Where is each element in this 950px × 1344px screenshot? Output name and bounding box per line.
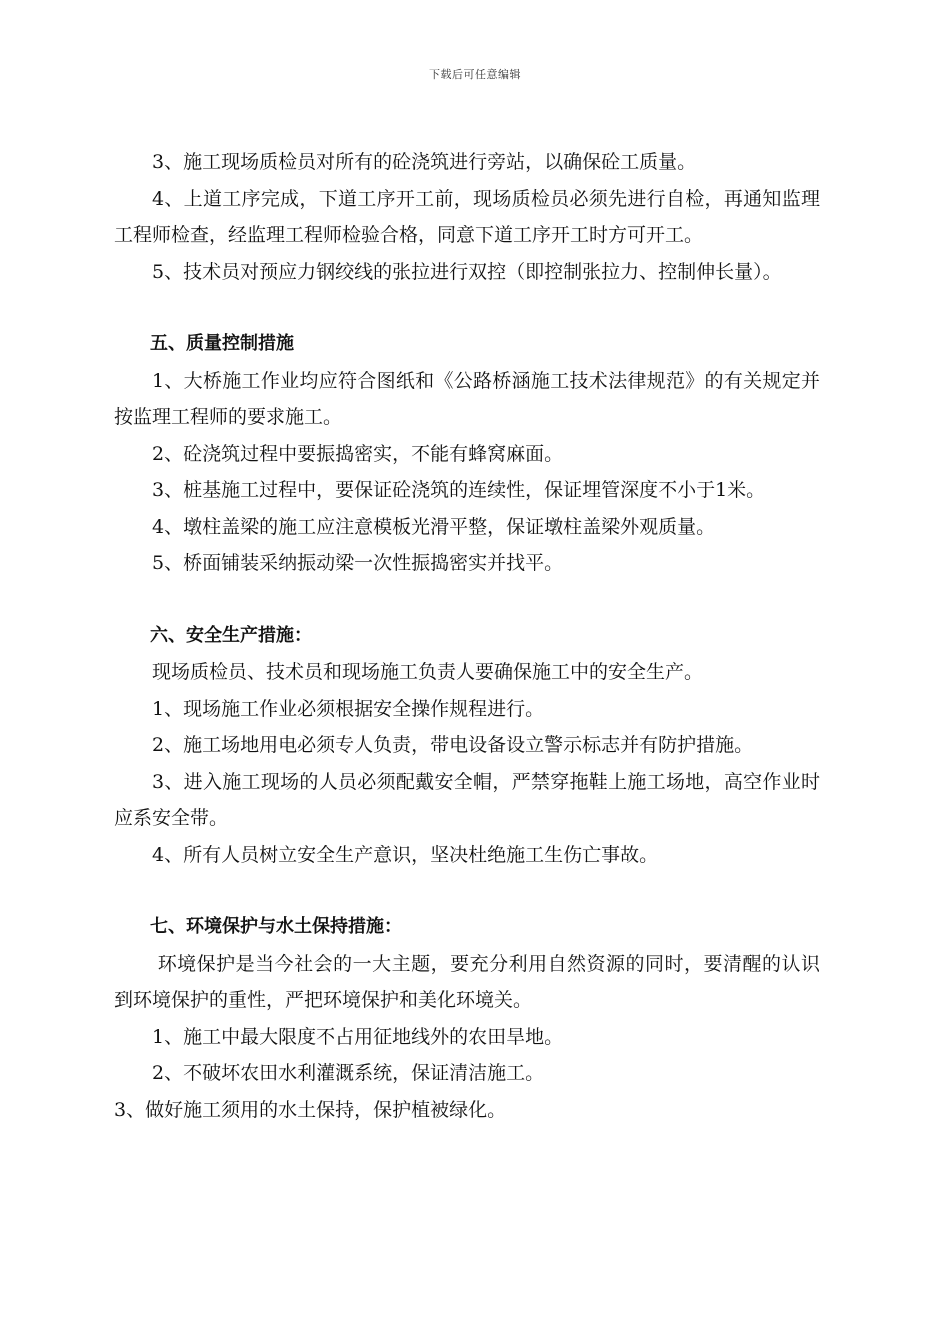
paragraph-s5-item-2: 2、砼浇筑过程中要振捣密实，不能有蜂窝麻面。	[152, 442, 564, 465]
paragraph-s4-item-4: 4、上道工序完成，下道工序开工前，现场质检员必须先进行自检，再通知监理工程师检查，经监理工程师检验合格，同意下道工序开工时方可开工。	[114, 187, 820, 246]
paragraph-s6-item-4: 4、所有人员树立安全生产意识，坚决杜绝施工生伤亡事故。	[152, 843, 659, 866]
paragraph-s7-intro: 环境保护是当今社会的一大主题，要充分利用自然资源的同时，要清醒的认识到环境保护的重性，严把环境保护和美化环境关。	[114, 952, 820, 1011]
page-header: 下载后可任意编辑	[429, 68, 521, 81]
paragraph-s6-intro: 现场质检员、技术员和现场施工负责人要确保施工中的安全生产。	[152, 661, 704, 683]
paragraph-s6-item-1: 1、现场施工作业必须根据安全操作规程进行。	[152, 697, 545, 720]
paragraph-s4-item-5: 5、技术员对预应力钢绞线的张拉进行双控（即控制张拉力、控制伸长量）。	[152, 260, 782, 283]
section-heading-safety: 六、安全生产措施：	[150, 624, 312, 646]
paragraph-s7-item-1: 1、施工中最大限度不占用征地线外的农田旱地。	[152, 1025, 564, 1048]
section-spacer	[114, 873, 820, 909]
paragraph-s5-item-3: 3、桩基施工过程中，要保证砼浇筑的连续性，保证埋管深度不小于1米。	[152, 479, 766, 501]
paragraph-s5-item-5: 5、桥面铺装采纳振动梁一次性振捣密实并找平。	[152, 552, 564, 574]
paragraph-s4-item-3: 3、施工现场质检员对所有的砼浇筑进行旁站，以确保砼工质量。	[152, 151, 697, 173]
section-heading-quality-control: 五、质量控制措施	[150, 333, 294, 354]
paragraph-s5-item-1: 1、大桥施工作业均应符合图纸和《公路桥涵施工技术法律规范》的有关规定并按监理工程师的要求施工。	[114, 369, 820, 428]
section-heading-environment: 七、环境保护与水土保持措施：	[150, 916, 402, 937]
paragraph-s7-item-2: 2、不破坏农田水利灌溉系统，保证清洁施工。	[152, 1062, 545, 1084]
paragraph-s6-item-3: 3、进入施工现场的人员必须配戴安全帽，严禁穿拖鞋上施工场地，高空作业时应系安全带。	[114, 770, 820, 829]
section-spacer	[114, 582, 820, 618]
section-spacer	[114, 290, 820, 326]
paragraph-s5-item-4: 4、墩柱盖梁的施工应注意模板光滑平整，保证墩柱盖梁外观质量。	[152, 515, 716, 538]
document-body	[114, 144, 820, 1128]
paragraph-s7-item-3: 3、做好施工须用的水土保持，保护植被绿化。	[114, 1098, 507, 1121]
paragraph-s6-item-2: 2、施工场地用电必须专人负责，带电设备设立警示标志并有防护措施。	[152, 734, 754, 756]
